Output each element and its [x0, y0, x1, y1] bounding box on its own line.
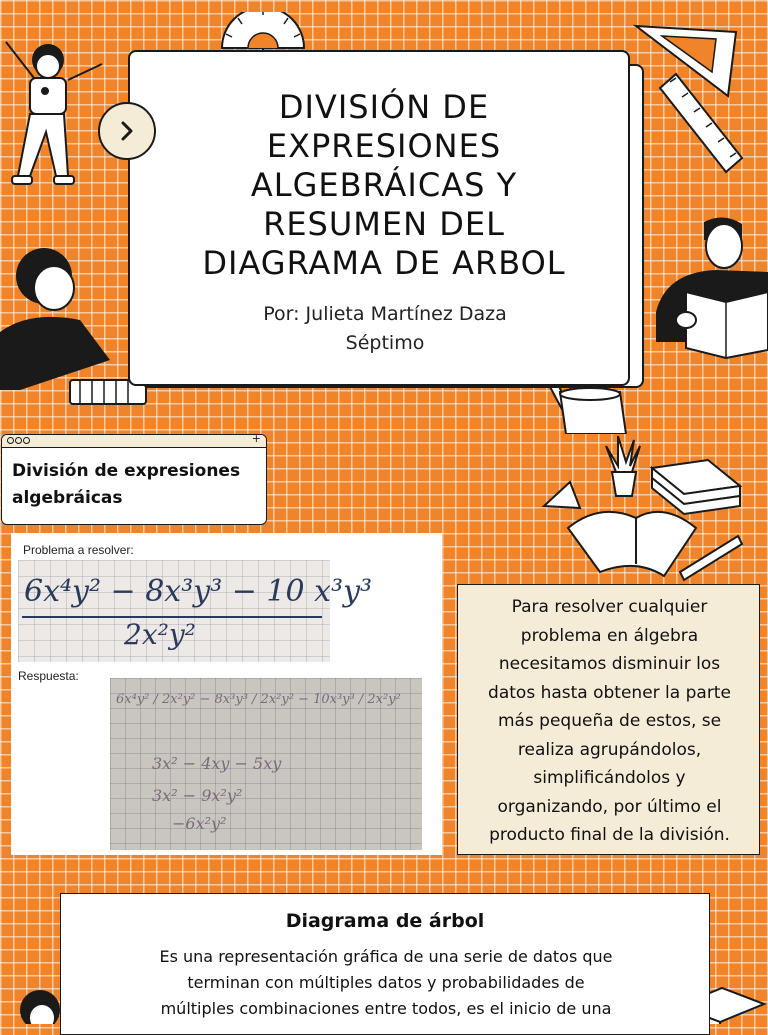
- note-line: datos hasta obtener la parte: [488, 682, 731, 703]
- page-title: [160, 88, 608, 283]
- answer-line: 6x⁴y² / 2x²y² − 8x³y³ / 2x²y² − 10x³y³ / 2x²y²: [116, 692, 401, 707]
- window-dot-icon: [23, 437, 30, 444]
- problem-denominator: 2x²y²: [124, 618, 196, 651]
- man-reading-illustration: [646, 212, 768, 362]
- chevron-right-icon: [117, 120, 137, 142]
- note-line: simplificándolos y: [533, 768, 686, 788]
- answer-label: Respuesta:: [18, 669, 79, 683]
- note-line: organizando, por último el: [497, 796, 722, 817]
- answer-line: 3x² − 4xy − 5xy: [152, 754, 282, 773]
- window-dot-icon: [15, 437, 22, 444]
- books-and-plant-illustration: [540, 432, 750, 582]
- problem-expression: 6x⁴y² − 8x³y³ − 10 x³y³: [24, 574, 373, 609]
- section-title-line: División de expresiones: [12, 461, 241, 481]
- title-line: DIVISIÓN DE: [278, 88, 490, 126]
- title-line: DIAGRAMA DE ARBOL: [202, 244, 566, 282]
- window-dot-icon: [7, 437, 14, 444]
- section-title-line: algebráicas: [12, 488, 123, 508]
- note-line: problema en álgebra: [520, 625, 699, 646]
- author-name: Por: Julieta Martínez Daza: [263, 303, 507, 325]
- tree-line: terminan con múltiples datos y probabilidades de: [187, 973, 585, 992]
- title-line: ALGEBRÁICAS Y: [250, 166, 518, 204]
- grade-label: Séptimo: [345, 332, 425, 354]
- tree-line: Es una representación gráfica de una serie de datos que: [159, 947, 613, 966]
- plus-icon: +: [251, 434, 261, 445]
- byline: [200, 300, 570, 358]
- answer-line: −6x²y²: [172, 814, 227, 833]
- problem-photo: [18, 560, 373, 662]
- girl-illustration: [0, 36, 112, 192]
- answer-line: 3x² − 9x²y²: [152, 786, 243, 805]
- window-titlebar: [2, 435, 266, 448]
- tree-diagram-card: [60, 893, 710, 1035]
- explanation-note: [457, 584, 760, 855]
- title-line: EXPRESIONES: [266, 127, 502, 165]
- note-line: más pequeña de estos, se: [497, 711, 722, 731]
- section-window: [1, 434, 267, 525]
- note-line: necesitamos disminuir los: [498, 654, 721, 674]
- next-button[interactable]: [98, 102, 156, 160]
- section-title: [2, 448, 266, 522]
- ruler-illustration: [656, 70, 746, 176]
- note-line: producto final de la división.: [489, 825, 730, 845]
- note-text: [472, 593, 747, 850]
- answer-photo: [110, 678, 422, 850]
- tree-description: [121, 944, 651, 1022]
- tree-line: múltiples combinaciones entre todos, es el inicio de una: [160, 999, 612, 1018]
- note-line: Para resolver cualquier: [511, 597, 708, 617]
- note-line: realiza agrupándolos,: [517, 739, 702, 760]
- title-line: RESUMEN DEL: [263, 205, 505, 243]
- problem-label: Problema a resolver:: [23, 543, 134, 557]
- tree-title: Diagrama de árbol: [285, 910, 485, 932]
